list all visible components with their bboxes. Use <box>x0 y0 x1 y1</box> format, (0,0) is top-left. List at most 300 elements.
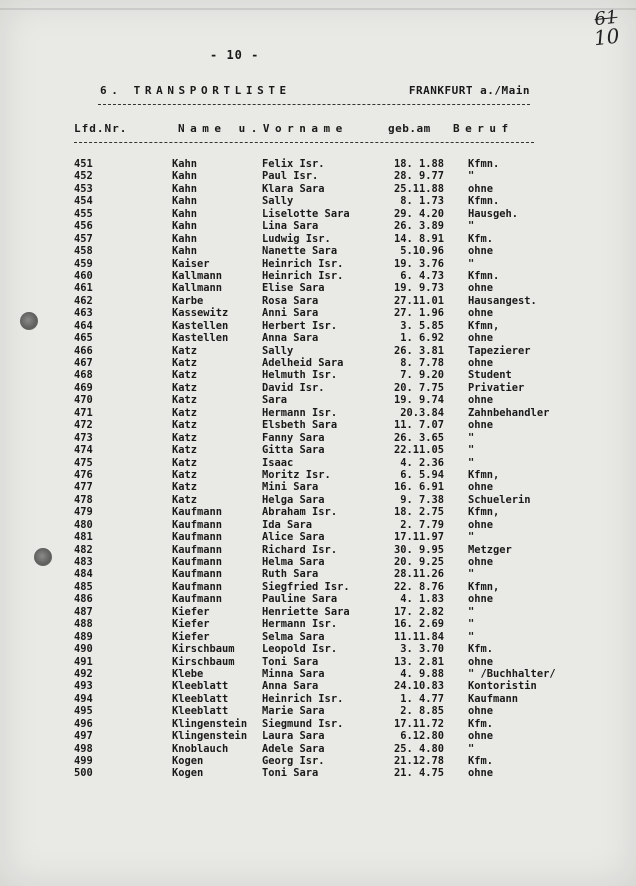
entry-occupation: Kfm. <box>468 643 494 656</box>
entry-birth-date: 16. 2.69 <box>393 618 444 631</box>
entry-number: 459 <box>74 257 93 270</box>
entry-occupation: " /Buchhalter/ <box>468 667 556 680</box>
entry-given-name: Adele Sara <box>262 742 325 755</box>
list-item <box>0 767 636 779</box>
entry-occupation: ohne <box>468 655 494 668</box>
entry-surname: Kaufmann <box>172 506 223 519</box>
entry-surname: Karbe <box>172 294 204 307</box>
entry-given-name: Toni Sara <box>262 655 319 668</box>
transport-list <box>0 158 636 780</box>
entry-occupation: Kfmn. <box>468 269 500 282</box>
entry-birth-date: 30. 9.95 <box>393 543 444 556</box>
entry-occupation: Kfm. <box>468 232 494 245</box>
entry-occupation: " <box>468 257 475 270</box>
entry-occupation: Kfm. <box>468 755 494 767</box>
entry-birth-date: 2. 7.79 <box>400 518 444 531</box>
entry-occupation: Metzger <box>468 543 512 556</box>
entry-given-name: Laura Sara <box>262 730 325 743</box>
entry-occupation: Kfmn, <box>468 506 500 519</box>
dashed-divider <box>98 104 530 105</box>
list-item <box>0 519 636 531</box>
entry-birth-date: 4. 9.88 <box>400 667 444 680</box>
entry-surname: Katz <box>172 406 198 419</box>
entry-surname: Kaufmann <box>172 568 223 581</box>
entry-surname: Kahn <box>172 158 198 170</box>
entry-given-name: Helma Sara <box>262 556 325 568</box>
entry-number: 478 <box>74 493 93 506</box>
entry-birth-date: 1. 6.92 <box>400 332 444 345</box>
entry-surname: Kleeblatt <box>172 680 229 693</box>
entry-occupation: ohne <box>468 518 494 531</box>
list-item <box>0 208 636 220</box>
list-item <box>0 270 636 282</box>
entry-occupation: ohne <box>468 419 494 432</box>
entry-surname: Knoblauch <box>172 742 229 755</box>
entry-surname: Kaufmann <box>172 543 223 556</box>
entry-birth-date: 25. 4.80 <box>393 742 444 755</box>
entry-birth-date: 19. 3.76 <box>393 257 444 270</box>
column-header-beruf: Beruf <box>453 122 514 135</box>
entry-given-name: Sally <box>262 344 294 357</box>
entry-surname: Katz <box>172 419 198 432</box>
entry-occupation: " <box>468 456 475 469</box>
entry-occupation: ohne <box>468 705 494 718</box>
list-item <box>0 631 636 643</box>
entry-birth-date: 17.11.72 <box>393 717 444 730</box>
entry-given-name: Minna Sara <box>262 667 325 680</box>
entry-birth-date: 5.10.96 <box>400 245 444 258</box>
list-item <box>0 531 636 543</box>
entry-surname: Kassewitz <box>172 307 229 320</box>
list-item <box>0 481 636 493</box>
entry-given-name: Lina Sara <box>262 220 319 233</box>
entry-occupation: ohne <box>468 394 494 407</box>
entry-number: 464 <box>74 319 93 332</box>
entry-number: 465 <box>74 332 93 345</box>
entry-number: 472 <box>74 419 93 432</box>
entry-number: 489 <box>74 630 93 643</box>
entry-given-name: Hermann Isr. <box>262 618 338 631</box>
entry-surname: Kastellen <box>172 332 229 345</box>
list-item <box>0 755 636 767</box>
entry-given-name: Felix Isr. <box>262 158 325 170</box>
entry-number: 490 <box>74 643 93 656</box>
entry-surname: Katz <box>172 444 198 457</box>
entry-birth-date: 14. 8.91 <box>393 232 444 245</box>
entry-occupation: Privatier <box>468 381 525 394</box>
document-title: 6. TRANSPORTLISTE <box>100 84 291 97</box>
entry-given-name: Marie Sara <box>262 705 325 718</box>
entry-given-name: Klara Sara <box>262 182 325 195</box>
entry-occupation: Kaufmann <box>468 692 519 705</box>
entry-occupation: " <box>468 605 475 618</box>
entry-birth-date: 20.3.84 <box>400 406 444 419</box>
entry-given-name: Moritz Isr. <box>262 468 331 481</box>
entry-number: 499 <box>74 755 93 767</box>
entry-number: 496 <box>74 717 93 730</box>
document-city: FRANKFURT a./Main <box>408 84 530 97</box>
entry-birth-date: 18. 1.88 <box>393 158 444 170</box>
list-item <box>0 320 636 332</box>
annotation-old-number: 61 <box>593 6 619 31</box>
entry-birth-date: 25.11.88 <box>393 182 444 195</box>
entry-birth-date: 11.11.84 <box>393 630 444 643</box>
entry-number: 468 <box>74 369 93 382</box>
entry-given-name: Sally <box>262 195 294 208</box>
entry-birth-date: 2. 8.85 <box>400 705 444 718</box>
entry-number: 483 <box>74 556 93 568</box>
entry-surname: Klingenstein <box>172 717 248 730</box>
entry-number: 493 <box>74 680 93 693</box>
list-item <box>0 394 636 406</box>
list-item <box>0 258 636 270</box>
entry-birth-date: 3. 3.70 <box>400 643 444 656</box>
entry-surname: Kogen <box>172 755 204 767</box>
entry-given-name: Liselotte Sara <box>262 207 350 220</box>
list-item <box>0 618 636 630</box>
entry-number: 481 <box>74 531 93 544</box>
entry-given-name: David Isr. <box>262 381 325 394</box>
entry-number: 457 <box>74 232 93 245</box>
list-item <box>0 718 636 730</box>
entry-occupation: Student <box>468 369 512 382</box>
entry-given-name: Helmuth Isr. <box>262 369 338 382</box>
entry-surname: Kaufmann <box>172 580 223 593</box>
entry-occupation: Kfmn. <box>468 195 500 208</box>
entry-occupation: ohne <box>468 282 494 295</box>
list-item <box>0 369 636 381</box>
entry-birth-date: 17.11.97 <box>393 531 444 544</box>
list-item <box>0 556 636 568</box>
entry-occupation: " <box>468 220 475 233</box>
entry-given-name: Herbert Isr. <box>262 319 338 332</box>
entry-number: 467 <box>74 357 93 369</box>
entry-number: 473 <box>74 431 93 444</box>
entry-given-name: Henriette Sara <box>262 605 350 618</box>
entry-birth-date: 19. 9.74 <box>393 394 444 407</box>
entry-given-name: Ida Sara <box>262 518 313 531</box>
entry-number: 466 <box>74 344 93 357</box>
entry-given-name: Helga Sara <box>262 493 325 506</box>
entry-surname: Katz <box>172 381 198 394</box>
entry-birth-date: 22. 8.76 <box>393 580 444 593</box>
list-item <box>0 730 636 742</box>
entry-occupation: ohne <box>468 307 494 320</box>
entry-given-name: Hermann Isr. <box>262 406 338 419</box>
entry-surname: Kahn <box>172 220 198 233</box>
entry-birth-date: 11. 7.07 <box>393 419 444 432</box>
entry-number: 485 <box>74 580 93 593</box>
entry-number: 491 <box>74 655 93 668</box>
list-item <box>0 506 636 518</box>
entry-surname: Kahn <box>172 182 198 195</box>
entry-surname: Kastellen <box>172 319 229 332</box>
list-item <box>0 195 636 207</box>
entry-birth-date: 8. 1.73 <box>400 195 444 208</box>
list-item <box>0 332 636 344</box>
entry-number: 479 <box>74 506 93 519</box>
page-number: - 10 - <box>210 48 260 62</box>
entry-occupation: Hausangest. <box>468 294 537 307</box>
entry-occupation: ohne <box>468 593 494 606</box>
entry-birth-date: 26. 3.81 <box>393 344 444 357</box>
entry-surname: Kiefer <box>172 630 210 643</box>
entry-given-name: Anna Sara <box>262 680 319 693</box>
entry-birth-date: 27.11.01 <box>393 294 444 307</box>
entry-birth-date: 7. 9.20 <box>400 369 444 382</box>
entry-given-name: Pauline Sara <box>262 593 338 606</box>
list-item <box>0 432 636 444</box>
entry-surname: Katz <box>172 344 198 357</box>
entry-birth-date: 17. 2.82 <box>393 605 444 618</box>
list-item <box>0 295 636 307</box>
entry-number: 494 <box>74 692 93 705</box>
entry-given-name: Ludwig Isr. <box>262 232 331 245</box>
list-item <box>0 220 636 232</box>
entry-birth-date: 24.10.83 <box>393 680 444 693</box>
entry-surname: Kahn <box>172 207 198 220</box>
entry-number: 471 <box>74 406 93 419</box>
entry-surname: Kallmann <box>172 282 223 295</box>
entry-occupation: ohne <box>468 481 494 494</box>
entry-surname: Kahn <box>172 232 198 245</box>
list-item <box>0 544 636 556</box>
entry-surname: Katz <box>172 456 198 469</box>
entry-given-name: Richard Isr. <box>262 543 338 556</box>
list-item <box>0 183 636 195</box>
entry-occupation: ohne <box>468 556 494 568</box>
scan-artifact <box>0 8 636 10</box>
entry-surname: Kirschbaum <box>172 655 235 668</box>
entry-number: 461 <box>74 282 93 295</box>
entry-surname: Klingenstein <box>172 730 248 743</box>
entry-given-name: Paul Isr. <box>262 170 319 183</box>
entry-occupation: " <box>468 431 475 444</box>
list-item <box>0 457 636 469</box>
entry-surname: Katz <box>172 481 198 494</box>
entry-given-name: Anni Sara <box>262 307 319 320</box>
entry-surname: Katz <box>172 493 198 506</box>
entry-number: 460 <box>74 269 93 282</box>
entry-number: 475 <box>74 456 93 469</box>
list-item <box>0 357 636 369</box>
entry-given-name: Leopold Isr. <box>262 643 338 656</box>
list-item <box>0 643 636 655</box>
entry-given-name: Fanny Sara <box>262 431 325 444</box>
list-item <box>0 282 636 294</box>
list-item <box>0 606 636 618</box>
entry-birth-date: 19. 9.73 <box>393 282 444 295</box>
list-item <box>0 469 636 481</box>
entry-given-name: Heinrich Isr. <box>262 269 344 282</box>
entry-occupation: " <box>468 444 475 457</box>
entry-number: 498 <box>74 742 93 755</box>
list-item <box>0 170 636 182</box>
list-item <box>0 593 636 605</box>
entry-given-name: Selma Sara <box>262 630 325 643</box>
column-header-nr: Lfd.Nr. <box>74 122 128 135</box>
entry-occupation: Schuelerin <box>468 493 531 506</box>
entry-number: 469 <box>74 381 93 394</box>
entry-occupation: Kfm. <box>468 717 494 730</box>
entry-surname: Klebe <box>172 667 204 680</box>
dashed-divider <box>74 142 534 143</box>
entry-surname: Kogen <box>172 767 204 780</box>
entry-birth-date: 6. 5.94 <box>400 468 444 481</box>
entry-birth-date: 4. 2.36 <box>400 456 444 469</box>
entry-number: 452 <box>74 170 93 183</box>
entry-occupation: Kontoristin <box>468 680 537 693</box>
entry-occupation: " <box>468 531 475 544</box>
entry-occupation: " <box>468 170 475 183</box>
entry-number: 462 <box>74 294 93 307</box>
entry-birth-date: 20. 9.25 <box>393 556 444 568</box>
entry-birth-date: 4. 1.83 <box>400 593 444 606</box>
entry-birth-date: 13. 2.81 <box>393 655 444 668</box>
entry-occupation: ohne <box>468 730 494 743</box>
entry-number: 463 <box>74 307 93 320</box>
entry-surname: Kaufmann <box>172 556 223 568</box>
entry-number: 487 <box>74 605 93 618</box>
entry-surname: Kallmann <box>172 269 223 282</box>
list-item <box>0 680 636 692</box>
entry-given-name: Rosa Sara <box>262 294 319 307</box>
list-item <box>0 656 636 668</box>
entry-given-name: Siegfried Isr. <box>262 580 350 593</box>
entry-occupation: Kfmn, <box>468 580 500 593</box>
entry-occupation: Kfmn, <box>468 468 500 481</box>
document-title-row <box>100 84 540 97</box>
entry-given-name: Elise Sara <box>262 282 325 295</box>
entry-number: 482 <box>74 543 93 556</box>
entry-given-name: Abraham Isr. <box>262 506 338 519</box>
entry-birth-date: 20. 7.75 <box>393 381 444 394</box>
list-item <box>0 743 636 755</box>
entry-birth-date: 21.12.78 <box>393 755 444 767</box>
entry-occupation: ohne <box>468 357 494 369</box>
entry-surname: Katz <box>172 431 198 444</box>
entry-occupation: Tapezierer <box>468 344 531 357</box>
entry-given-name: Georg Isr. <box>262 755 325 767</box>
entry-occupation: ohne <box>468 245 494 258</box>
list-item <box>0 245 636 257</box>
entry-surname: Kahn <box>172 170 198 183</box>
entry-number: 495 <box>74 705 93 718</box>
entry-birth-date: 6. 4.73 <box>400 269 444 282</box>
entry-occupation: " <box>468 742 475 755</box>
entry-number: 486 <box>74 593 93 606</box>
entry-given-name: Nanette Sara <box>262 245 338 258</box>
entry-birth-date: 27. 1.96 <box>393 307 444 320</box>
entry-surname: Kaufmann <box>172 518 223 531</box>
entry-surname: Katz <box>172 468 198 481</box>
entry-number: 458 <box>74 245 93 258</box>
list-item <box>0 345 636 357</box>
entry-given-name: Isaac <box>262 456 294 469</box>
list-item <box>0 382 636 394</box>
entry-surname: Kaufmann <box>172 531 223 544</box>
entry-occupation: Zahnbehandler <box>468 406 550 419</box>
entry-given-name: Heinrich Isr. <box>262 692 344 705</box>
entry-surname: Katz <box>172 369 198 382</box>
list-item <box>0 568 636 580</box>
entry-given-name: Toni Sara <box>262 767 319 780</box>
list-item <box>0 407 636 419</box>
entry-surname: Kleeblatt <box>172 692 229 705</box>
entry-occupation: Kfmn, <box>468 319 500 332</box>
entry-number: 492 <box>74 667 93 680</box>
entry-birth-date: 28.11.26 <box>393 568 444 581</box>
entry-surname: Katz <box>172 394 198 407</box>
list-item <box>0 307 636 319</box>
annotation-new-number: 10 <box>592 23 621 51</box>
entry-number: 456 <box>74 220 93 233</box>
entry-number: 500 <box>74 767 93 780</box>
entry-occupation: " <box>468 630 475 643</box>
entry-given-name: Sara <box>262 394 288 407</box>
entry-given-name: Anna Sara <box>262 332 319 345</box>
entry-given-name: Alice Sara <box>262 531 325 544</box>
list-item <box>0 158 636 170</box>
entry-surname: Kaiser <box>172 257 210 270</box>
list-item <box>0 444 636 456</box>
entry-birth-date: 8. 7.78 <box>400 357 444 369</box>
entry-birth-date: 16. 6.91 <box>393 481 444 494</box>
entry-occupation: " <box>468 568 475 581</box>
entry-occupation: Hausgeh. <box>468 207 519 220</box>
entry-surname: Kahn <box>172 245 198 258</box>
entry-birth-date: 3. 5.85 <box>400 319 444 332</box>
column-header-row <box>74 122 544 136</box>
list-item <box>0 693 636 705</box>
entry-number: 484 <box>74 568 93 581</box>
entry-surname: Kiefer <box>172 618 210 631</box>
entry-number: 454 <box>74 195 93 208</box>
entry-number: 497 <box>74 730 93 743</box>
entry-birth-date: 26. 3.65 <box>393 431 444 444</box>
entry-given-name: Elsbeth Sara <box>262 419 338 432</box>
entry-given-name: Siegmund Isr. <box>262 717 344 730</box>
entry-given-name: Ruth Sara <box>262 568 319 581</box>
list-item <box>0 705 636 717</box>
column-header-name: Name u.Vorname <box>178 122 348 135</box>
entry-birth-date: 26. 3.89 <box>393 220 444 233</box>
entry-birth-date: 6.12.80 <box>400 730 444 743</box>
entry-surname: Kaufmann <box>172 593 223 606</box>
entry-given-name: Mini Sara <box>262 481 319 494</box>
entry-occupation: ohne <box>468 332 494 345</box>
entry-given-name: Gitta Sara <box>262 444 325 457</box>
list-item <box>0 581 636 593</box>
entry-number: 453 <box>74 182 93 195</box>
entry-occupation: Kfmn. <box>468 158 500 170</box>
entry-occupation: ohne <box>468 767 494 780</box>
list-item <box>0 419 636 431</box>
entry-number: 488 <box>74 618 93 631</box>
entry-number: 476 <box>74 468 93 481</box>
entry-number: 470 <box>74 394 93 407</box>
list-item <box>0 494 636 506</box>
entry-number: 477 <box>74 481 93 494</box>
entry-number: 451 <box>74 158 93 170</box>
list-item <box>0 233 636 245</box>
punch-hole <box>20 312 38 330</box>
entry-given-name: Adelheid Sara <box>262 357 344 369</box>
entry-birth-date: 28. 9.77 <box>393 170 444 183</box>
entry-number: 480 <box>74 518 93 531</box>
entry-birth-date: 1. 4.77 <box>400 692 444 705</box>
entry-birth-date: 9. 7.38 <box>400 493 444 506</box>
